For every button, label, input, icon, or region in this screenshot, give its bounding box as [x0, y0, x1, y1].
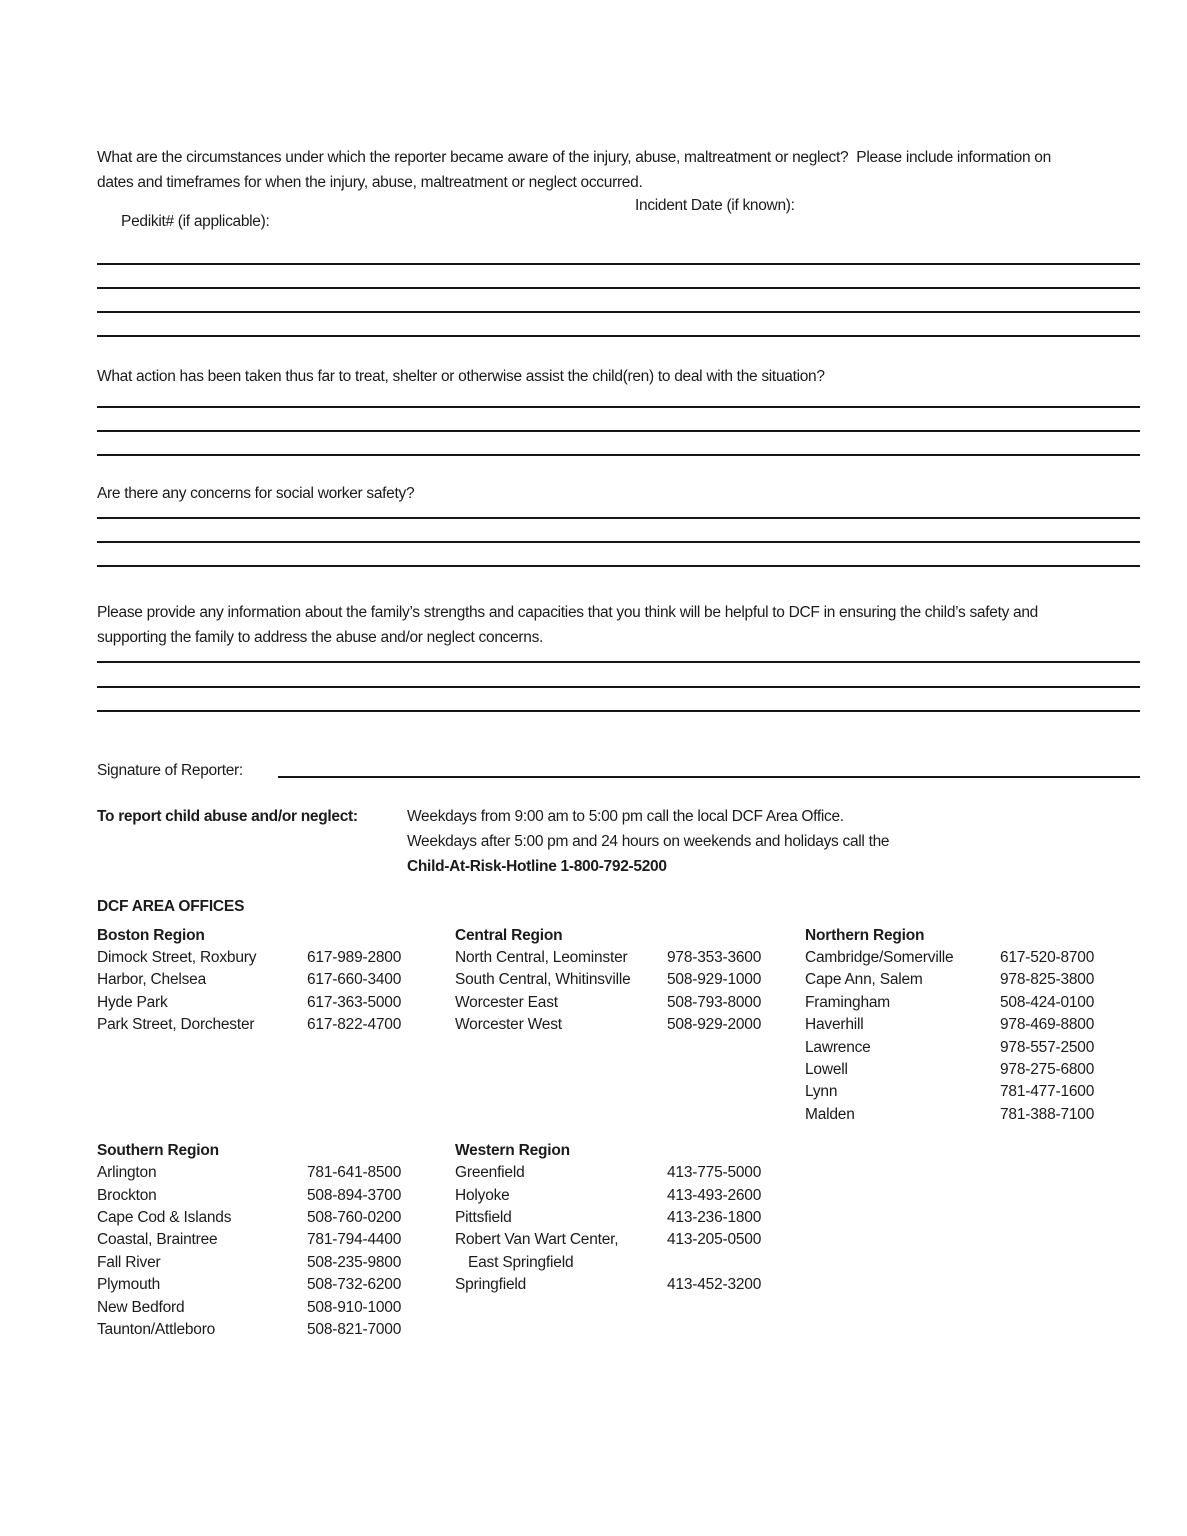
write-line: [97, 406, 1140, 408]
office-row: [805, 1104, 1140, 1126]
region-northern: [805, 924, 1140, 1126]
office-phone: 781-477-1600: [1000, 1083, 1095, 1101]
write-line: [97, 661, 1140, 663]
regions-row-2: [97, 1139, 1140, 1341]
write-line: [97, 335, 1140, 337]
question-circumstances: [97, 145, 1140, 195]
office-name: Lowell: [805, 1061, 848, 1079]
office-name: Arlington: [97, 1164, 157, 1182]
write-line: [97, 287, 1140, 289]
office-name: Worcester West: [455, 1016, 562, 1034]
office-row: [97, 1229, 455, 1251]
office-row: [455, 1274, 805, 1296]
region-header-southern: Southern Region: [97, 1142, 219, 1160]
write-line: [97, 710, 1140, 712]
office-phone: 978-825-3800: [1000, 971, 1095, 989]
question-action: [97, 364, 1140, 389]
hotline-number: Child-At-Risk-Hotline 1-800-792-5200: [407, 858, 667, 875]
office-row: [455, 992, 805, 1014]
region-southern: [97, 1139, 455, 1341]
office-phone: 617-660-3400: [307, 971, 402, 989]
region-header-central: Central Region: [455, 927, 563, 944]
report-instructions-text: [407, 804, 889, 879]
pedikit-label: Pedikit# (if applicable):: [121, 213, 270, 230]
office-row: [455, 1229, 805, 1251]
office-phone: 781-794-4400: [307, 1231, 402, 1249]
office-name: North Central, Leominster: [455, 949, 628, 966]
office-name: East Springfield: [468, 1253, 574, 1271]
region-header-northern: Northern Region: [805, 927, 925, 944]
office-phone: 978-557-2500: [1000, 1038, 1095, 1056]
question-circumstances-line2: dates and timeframes for when the injury, abuse, maltreatment or neglect occurred.: [97, 174, 643, 191]
region-header-western: Western Region: [455, 1142, 570, 1160]
office-row: [805, 947, 1140, 969]
office-name: Plymouth: [97, 1276, 161, 1294]
office-name: South Central, Whitinsville: [455, 971, 631, 989]
office-name: Cape Cod & Islands: [97, 1209, 232, 1227]
question-safety-text: Are there any concerns for social worker safety?: [97, 485, 415, 502]
region-boston: [97, 924, 455, 1126]
office-row: [455, 1014, 805, 1036]
regions-row-1: [97, 924, 1140, 1126]
office-name: Worcester East: [455, 993, 558, 1011]
office-name: Greenfield: [455, 1164, 525, 1182]
region-central: [455, 924, 805, 1126]
office-name: Brockton: [97, 1186, 157, 1204]
question-action-text: What action has been taken thus far to treat, shelter or otherwise assist the child(ren) to deal with the situation?: [97, 368, 825, 385]
report-line2: Weekdays after 5:00 pm and 24 hours on weekends and holidays call the: [407, 833, 890, 850]
office-phone: 413-493-2600: [667, 1186, 762, 1204]
office-name: Pittsfield: [455, 1209, 512, 1227]
office-phone: 508-910-1000: [307, 1298, 402, 1316]
office-phone: 413-452-3200: [667, 1276, 762, 1294]
office-phone: 508-793-8000: [667, 993, 762, 1011]
office-name: Holyoke: [455, 1186, 510, 1204]
region-header-boston: Boston Region: [97, 927, 205, 944]
office-name: Dimock Street, Roxbury: [97, 949, 257, 966]
office-phone: 617-363-5000: [307, 993, 402, 1011]
office-row: [805, 1081, 1140, 1103]
office-phone: 978-353-3600: [667, 949, 762, 966]
office-phone: 413-775-5000: [667, 1164, 762, 1182]
office-name: Framingham: [805, 993, 890, 1011]
office-phone: 508-235-9800: [307, 1253, 402, 1271]
office-phone: 508-732-6200: [307, 1276, 402, 1294]
report-instructions: [97, 804, 1140, 879]
office-name: Cambridge/Somerville: [805, 949, 954, 966]
office-name: Springfield: [455, 1276, 527, 1294]
signature-row: [97, 761, 1140, 781]
office-phone: 978-469-8800: [1000, 1016, 1095, 1034]
office-row: [97, 1252, 455, 1274]
office-row: [97, 947, 455, 969]
office-name: Lawrence: [805, 1038, 871, 1056]
office-name: Harbor, Chelsea: [97, 971, 207, 989]
office-phone: 781-641-8500: [307, 1164, 402, 1182]
office-name: Lynn: [805, 1083, 838, 1101]
write-line: [97, 517, 1140, 519]
office-row: [455, 1185, 805, 1207]
write-line: [97, 686, 1140, 688]
office-phone: 508-760-0200: [307, 1209, 402, 1227]
write-line: [97, 454, 1140, 456]
office-name: Haverhill: [805, 1016, 864, 1034]
office-name: Cape Ann, Salem: [805, 971, 923, 989]
report-line1: Weekdays from 9:00 am to 5:00 pm call the local DCF Area Office.: [407, 808, 844, 825]
office-phone: 781-388-7100: [1000, 1105, 1095, 1123]
office-phone: 617-520-8700: [1000, 949, 1095, 966]
office-row: [805, 1014, 1140, 1036]
office-row: [455, 969, 805, 991]
office-row: [97, 1319, 455, 1341]
question-strengths: [97, 600, 1140, 650]
write-line: [97, 311, 1140, 313]
office-phone: 617-989-2800: [307, 949, 402, 966]
dcf-area-offices-title: DCF AREA OFFICES: [97, 898, 245, 915]
office-phone: 617-822-4700: [307, 1016, 402, 1034]
signature-label: Signature of Reporter:: [97, 762, 243, 779]
office-row: [455, 947, 805, 969]
office-phone: 508-424-0100: [1000, 993, 1095, 1011]
office-row: [805, 1037, 1140, 1059]
office-row: [97, 969, 455, 991]
office-name: Coastal, Braintree: [97, 1231, 218, 1249]
office-phone: 508-821-7000: [307, 1321, 402, 1339]
office-row: [805, 992, 1140, 1014]
office-row: [455, 1162, 805, 1184]
office-row: [97, 1162, 455, 1184]
office-row: [97, 1185, 455, 1207]
question-strengths-line2: supporting the family to address the abuse and/or neglect concerns.: [97, 629, 544, 646]
page-content: [97, 145, 1140, 1342]
office-name: Park Street, Dorchester: [97, 1016, 255, 1034]
office-phone: 413-236-1800: [667, 1209, 762, 1227]
write-line: [97, 541, 1140, 543]
question-safety: [97, 481, 1140, 506]
write-line: [97, 565, 1140, 567]
question-strengths-line1: Please provide any information about the family’s strengths and capacities that you think will be helpful to DCF in ensuring the child’s safety and: [97, 604, 1038, 621]
office-row: [97, 1207, 455, 1229]
incident-date-label: Incident Date (if known):: [635, 197, 795, 214]
office-row: [97, 992, 455, 1014]
office-phone: 508-929-2000: [667, 1016, 762, 1034]
office-name: Taunton/Attleboro: [97, 1321, 216, 1339]
office-phone: 978-275-6800: [1000, 1061, 1095, 1079]
office-row: [455, 1252, 805, 1274]
write-line: [97, 430, 1140, 432]
office-name: Hyde Park: [97, 993, 168, 1011]
office-row: [455, 1207, 805, 1229]
office-row: [97, 1014, 455, 1036]
signature-line: [278, 761, 1140, 778]
office-row: [97, 1297, 455, 1319]
office-name: Fall River: [97, 1253, 161, 1271]
office-row: [97, 1274, 455, 1296]
office-phone: 508-929-1000: [667, 971, 762, 989]
office-name: Malden: [805, 1105, 855, 1123]
question-circumstances-line1: What are the circumstances under which the reporter became aware of the injury, abuse, maltreatment or neglect? Please include information on: [97, 149, 1051, 166]
office-name: New Bedford: [97, 1298, 185, 1316]
pedikit-incident-row: [97, 198, 1140, 265]
office-phone: 413-205-0500: [667, 1231, 762, 1249]
office-name: Robert Van Wart Center,: [455, 1231, 619, 1249]
office-row: [805, 969, 1140, 991]
report-instructions-label: To report child abuse and/or neglect:: [97, 808, 358, 825]
office-phone: 508-894-3700: [307, 1186, 402, 1204]
region-western: [455, 1139, 805, 1341]
office-row: [805, 1059, 1140, 1081]
